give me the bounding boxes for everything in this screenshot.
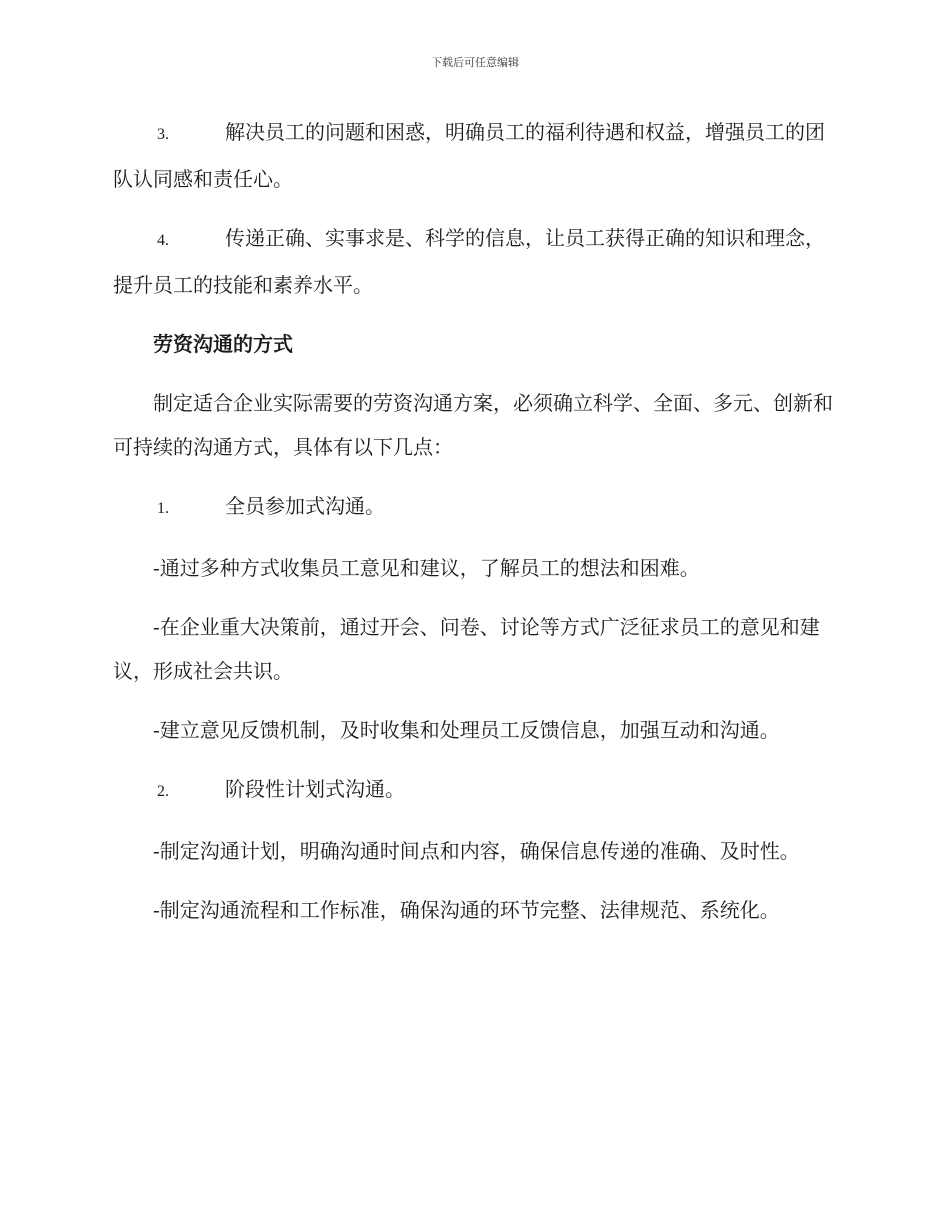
bullet-paragraph: -在企业重大决策前，通过开会、问卷、讨论等方式广泛征求员工的意见和建议，形成社会共识。	[113, 615, 820, 683]
list-number: 1.	[157, 500, 169, 517]
list-number: 3.	[157, 126, 169, 143]
list-item-2	[113, 767, 835, 814]
bullet-paragraph: -制定沟通计划，明确沟通时间点和内容，确保信息传递的准确、及时性。	[153, 839, 800, 863]
document-body	[113, 110, 835, 947]
list-item-text: 阶段性计划式沟通。	[225, 777, 405, 801]
list-number: 4.	[157, 232, 169, 249]
bullet-paragraph: -制定沟通流程和工作标准，确保沟通的环节完整、法律规范、系统化。	[153, 898, 780, 922]
bullet-paragraph: -建立意见反馈机制，及时收集和处理员工反馈信息，加强互动和沟通。	[153, 718, 780, 742]
list-item-text: 传递正确、实事求是、科学的信息，让员工获得正确的知识和理念，提升员工的技能和素养水平。	[113, 226, 825, 297]
section-heading: 劳资沟通的方式	[153, 332, 293, 356]
list-item-1	[113, 484, 835, 531]
page-header: 下载后可任意编辑	[431, 56, 519, 69]
body-paragraph: 制定适合企业实际需要的劳资沟通方案，必须确立科学、全面、多元、创新和可持续的沟通方式，具体有以下几点：	[113, 391, 833, 459]
list-item-3	[113, 110, 835, 201]
list-item-text: 解决员工的问题和困惑，明确员工的福利待遇和权益，增强员工的团队认同感和责任心。	[113, 120, 825, 191]
list-item-text: 全员参加式沟通。	[225, 494, 385, 518]
list-number: 2.	[157, 783, 169, 800]
bullet-paragraph: -通过多种方式收集员工意见和建议，了解员工的想法和困难。	[153, 556, 700, 580]
list-item-4	[113, 216, 835, 307]
